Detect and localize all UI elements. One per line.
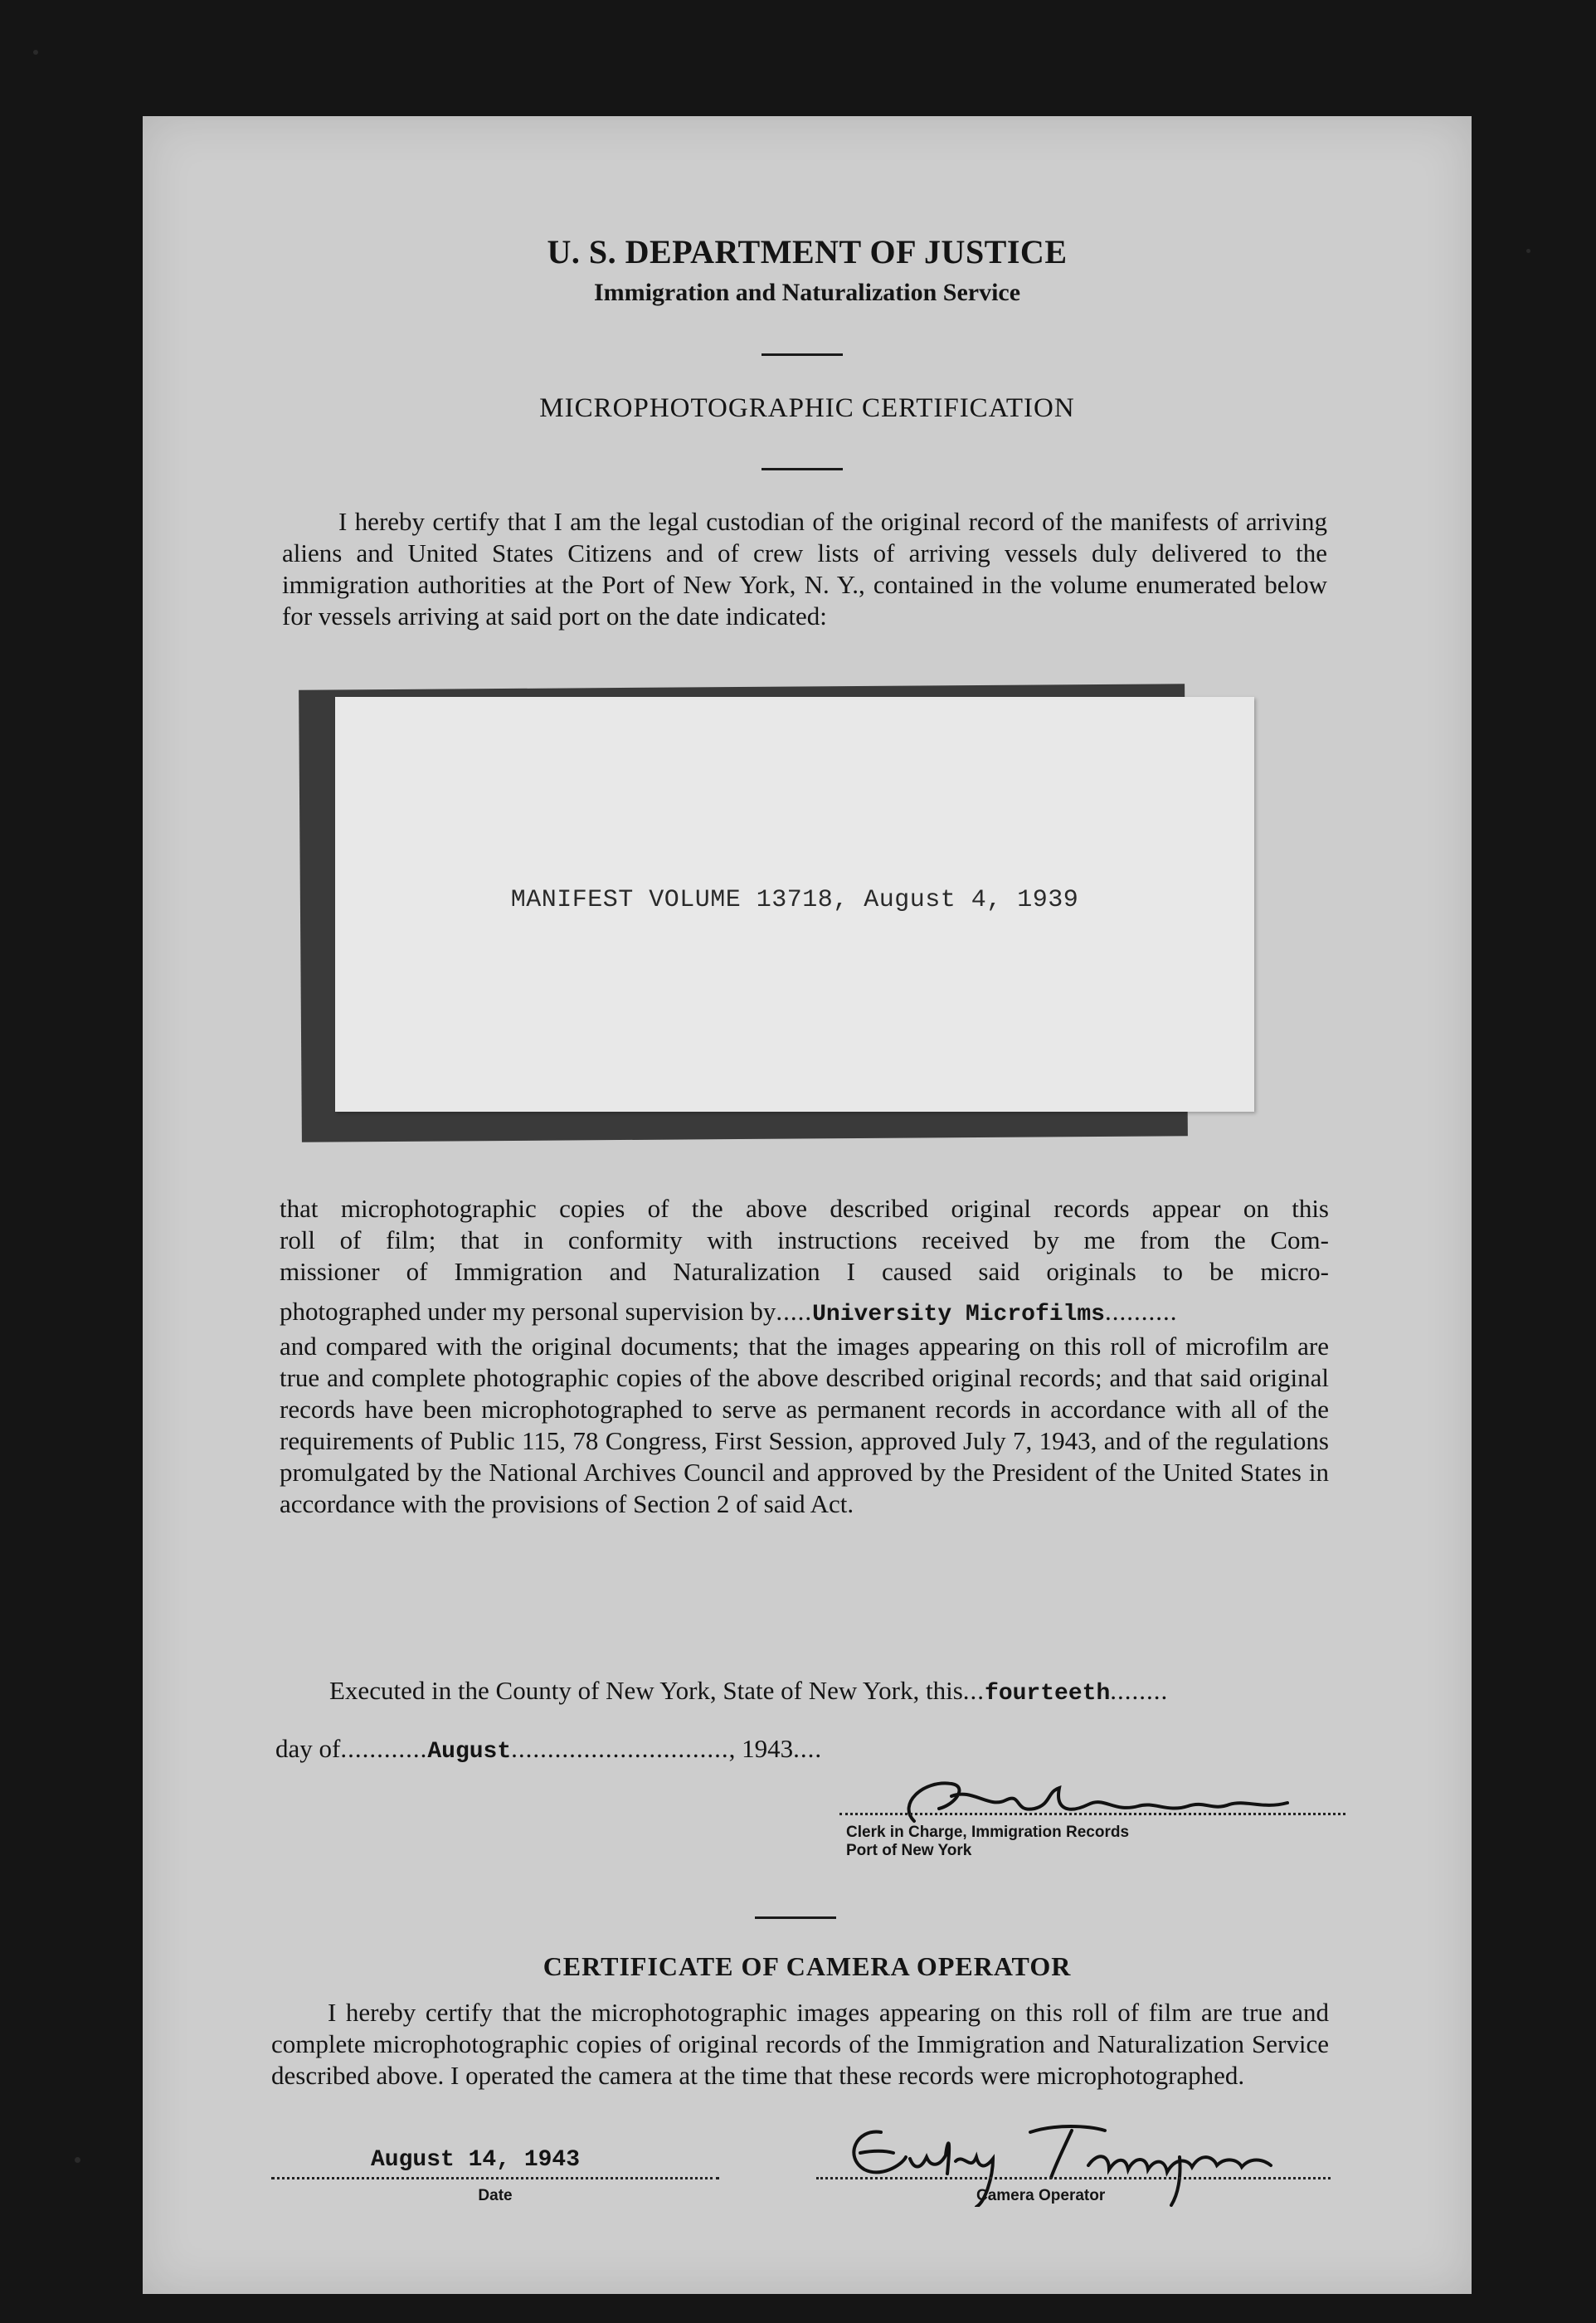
certificate-page: [143, 116, 1472, 2294]
execution-month: August: [427, 1739, 512, 1765]
divider-rule: [762, 353, 843, 356]
camera-operator-label: Camera Operator: [976, 2187, 1106, 2204]
manifest-volume-text: MANIFEST VOLUME 13718, August 4, 1939: [510, 886, 1079, 914]
film-speck: [1526, 249, 1530, 253]
camera-certificate-title: CERTIFICATE OF CAMERA OPERATOR: [543, 1951, 1072, 1981]
clerk-title: Clerk in Charge, Immigration Records: [846, 1824, 1130, 1841]
execution-line: [329, 1676, 1168, 1707]
dot-leader: ............: [340, 1734, 428, 1763]
supervisor-name: University Microfilms: [812, 1302, 1105, 1327]
film-speck: [33, 50, 38, 55]
microfilm-paragraph: [280, 1193, 1329, 1520]
clerk-port: Port of New York: [846, 1842, 972, 1859]
microfilm-paragraph-rest: and compared with the original documents; that the images appearing on this roll of microfilm are true and complete photographic copies of the above described original records; and that said original records have been microphotographed to serve as permanent records in accordance with all of the requirements of Public 115, 78 Congress, First Session, approved July 7, 1943, and of the regulations promulgated by the National Archives Council and approved by the President of the United States in accordance with the provisions of Section 2 of said Act.: [280, 1332, 1329, 1518]
date-line: [271, 2177, 719, 2179]
clerk-caption: [846, 1824, 1129, 1860]
dot-leader: ..........: [1104, 1297, 1178, 1326]
dot-leader: ........: [1110, 1676, 1169, 1705]
film-speck: [75, 2157, 80, 2163]
dot-leader: ....: [793, 1734, 823, 1763]
execution-year-prefix: , 194: [728, 1734, 781, 1763]
camera-certificate-paragraph: I hereby certify that the microphotographic images appearing on this roll of film are true and complete microphotographic copies of original records of the Immigration and Naturalization Service described above. I operated the camera at the time that these records were microphotographed.: [271, 1998, 1329, 2090]
paragraph-line: missioner of Immigration and Naturalization I caused said originals to be micro-: [280, 1257, 1329, 1286]
paragraph-line: that microphotographic copies of the above described original records appear on this: [280, 1194, 1329, 1223]
divider-rule: [762, 468, 843, 470]
dot-leader: .....: [776, 1297, 813, 1326]
certification-title: MICROPHOTOGRAPHIC CERTIFICATION: [539, 393, 1075, 423]
day-of-label: day of: [275, 1734, 341, 1763]
execution-year-digit: 3: [780, 1734, 794, 1763]
dot-leader: ...: [962, 1676, 985, 1705]
manifest-slip: [335, 697, 1254, 1112]
camera-operator-line: [816, 2177, 1331, 2179]
paragraph-line: roll of film; that in conformity with instructions received by me from the Com-: [280, 1225, 1329, 1254]
execution-prefix: Executed in the County of New York, State of New York, this: [329, 1676, 963, 1705]
certificate-date: August 14, 1943: [371, 2147, 581, 2173]
service-subtitle: Immigration and Naturalization Service: [593, 279, 1021, 306]
day-of-line: [275, 1734, 822, 1765]
execution-day: fourteeth: [985, 1681, 1111, 1707]
dot-leader: ..............................: [511, 1734, 729, 1763]
clerk-signature-line: [839, 1813, 1345, 1815]
date-label: Date: [478, 2187, 513, 2204]
supervision-prefix: photographed under my personal supervision by: [280, 1297, 776, 1326]
department-title: U. S. DEPARTMENT OF JUSTICE: [547, 233, 1068, 270]
custodian-paragraph: I hereby certify that I am the legal custodian of the original record of the manifests of arriving aliens and United States Citizens and of crew lists of arriving vessels duly delivered to the immigration authorities at the Port of New York, N. Y., contained in the volume enumerated below for vessels arriving at said port on the date indicated:: [282, 507, 1327, 631]
supervision-line: [280, 1296, 1329, 1331]
divider-rule: [755, 1916, 836, 1919]
